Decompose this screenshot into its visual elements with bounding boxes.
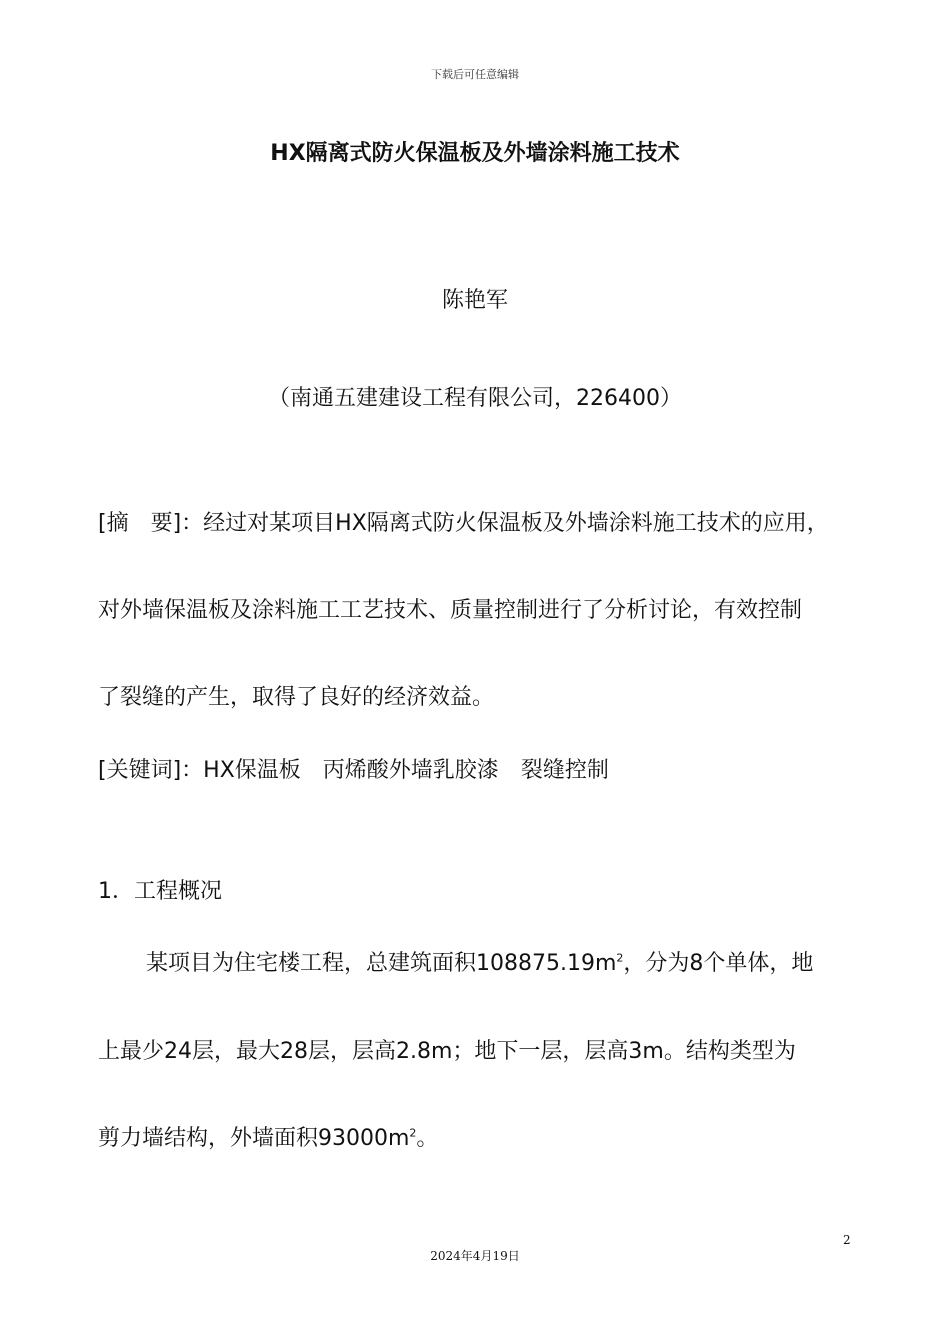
keywords-line (98, 753, 609, 784)
section-heading: 1．工程概况 (98, 879, 222, 904)
footer-date: 2024年4月19日 (430, 1249, 520, 1263)
section-paragraph-line-3 (98, 1121, 438, 1152)
keywords-label: [关键词]： (98, 758, 204, 783)
abstract-line-1 (98, 506, 829, 537)
paragraph-text: 剪力墙结构，外墙面积93000m (98, 1126, 410, 1151)
header-note: 下载后可任意编辑 (431, 68, 519, 81)
keyword-item: 丙烯酸外墙乳胶漆 (322, 758, 499, 783)
abstract-text-1: 经过对某项目HX隔离式防火保温板及外墙涂料施工技术的应用， (203, 511, 829, 536)
paragraph-text: 某项目为住宅楼工程，总建筑面积108875.19m (146, 951, 617, 976)
abstract-label: [摘 要]： (98, 511, 204, 536)
section-paragraph-line-2: 上最少24层，最大28层，层高2.8m；地下一层，层高3m。结构类型为 (98, 1039, 796, 1064)
superscript: 2 (616, 951, 624, 965)
keyword-item: HX保温板 (203, 758, 301, 783)
section-paragraph-line-1 (146, 946, 813, 977)
author-affiliation: （南通五建建设工程有限公司，226400） (268, 386, 682, 411)
superscript: 2 (409, 1126, 417, 1140)
paragraph-text: 。 (416, 1126, 439, 1151)
abstract-line-3: 了裂缝的产生，取得了良好的经济效益。 (98, 685, 495, 710)
author-name: 陈艳军 (441, 288, 508, 313)
document-title: HX隔离式防火保温板及外墙涂料施工技术 (270, 141, 680, 166)
keyword-item: 裂缝控制 (520, 758, 609, 783)
abstract-line-2: 对外墙保温板及涂料施工工艺技术、质量控制进行了分析讨论，有效控制 (98, 598, 803, 623)
paragraph-text: ，分为8个单体，地 (623, 951, 814, 976)
page-number: 2 (843, 1233, 851, 1247)
